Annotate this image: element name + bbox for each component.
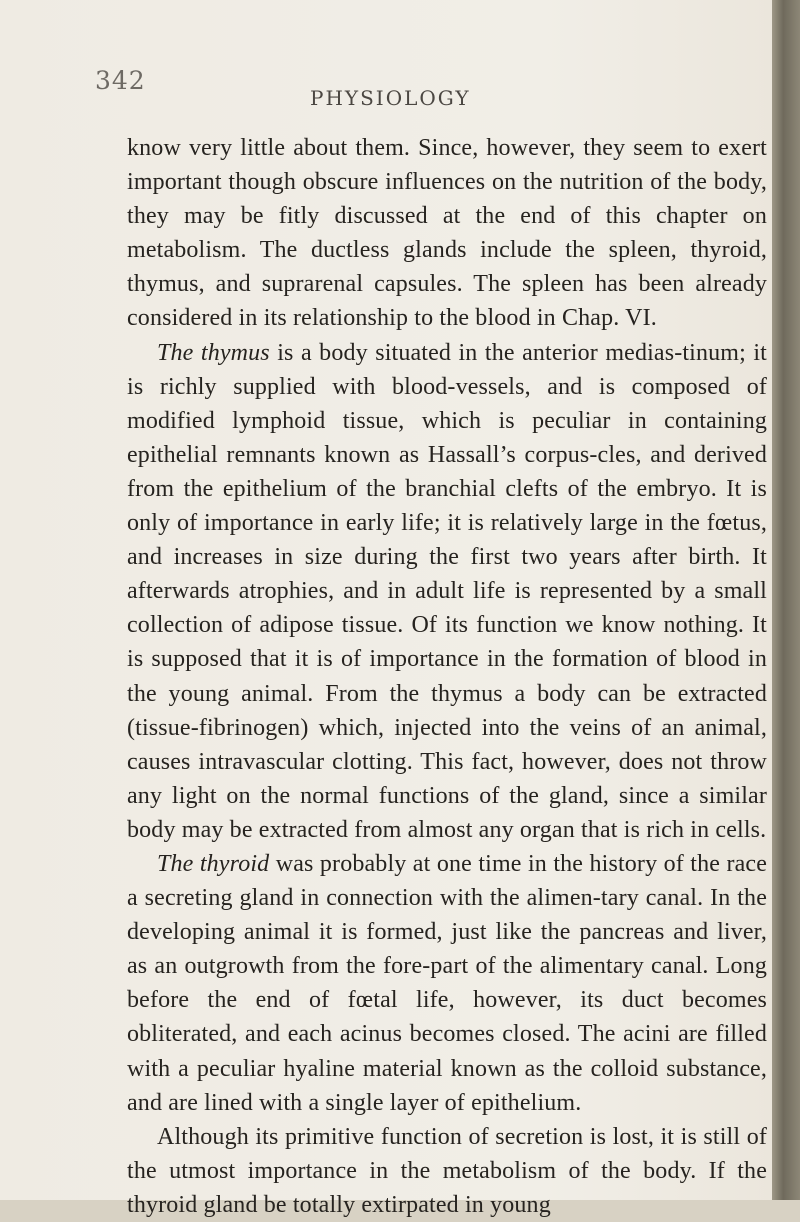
paragraph xyxy=(127,847,767,1120)
body-text xyxy=(127,131,767,1222)
page-number: 342 xyxy=(95,66,146,95)
paragraph-text: is a body situated in the anterior medias-tinum; it is richly supplied with blood-vessels, and is composed of modified lymphoid tissue, which is peculiar in containing epithelial remnants known as Hassall’s corpus-cles, and derived from the epithelium of the branchial clefts of the embryo. It is only of importance in early life; it is relatively large in the fœtus, and increases in size during the first two years after birth. It afterwards atrophies, and in adult life is represented by a small collection of adipose tissue. Of its function we know nothing. It is supposed that it is of importance in the formation of blood in the young animal. From the thymus a body can be extracted (tissue-fibrinogen) which, injected into the veins of an animal, causes intravascular clotting. This fact, however, does not throw any light on the normal functions of the gland, since a similar body may be extracted from almost any organ that is rich in cells. xyxy=(127,339,768,843)
page-edge xyxy=(772,0,800,1200)
paragraph xyxy=(127,336,767,847)
paragraph xyxy=(127,131,767,336)
paragraph-text: Although its primitive function of secretion is lost, it is still of the utmost importance in the metabolism of the body. If the thyroid gland be totally extirpated in young xyxy=(127,1123,767,1218)
paragraph xyxy=(127,1120,767,1222)
italic-lead: The thyroid xyxy=(157,850,270,877)
running-title: PHYSIOLOGY xyxy=(310,86,471,110)
italic-lead: The thymus xyxy=(157,339,270,366)
paragraph-text: know very little about them. Since, however, they seem to exert important though obscure influences on the nutrition of the body, they may be fitly discussed at the end of this chapter on metabolism. The ductless glands include the spleen, thyroid, thymus, and suprarenal capsules. The spleen has been already considered in its relationship to the blood in Chap. VI. xyxy=(127,135,767,332)
paragraph-text: was probably at one time in the history of the race a secreting gland in connection with the alimen-tary canal. In the developing animal it is formed, just like the pancreas and liver, as an outgrowth from the fore-part of the alimentary canal. Long before the end of fœtal life, however, its duct becomes obliterated, and each acinus becomes closed. The acini are filled with a peculiar hyaline material known as the colloid substance, and are lined with a single layer of epithelium. xyxy=(127,850,768,1116)
